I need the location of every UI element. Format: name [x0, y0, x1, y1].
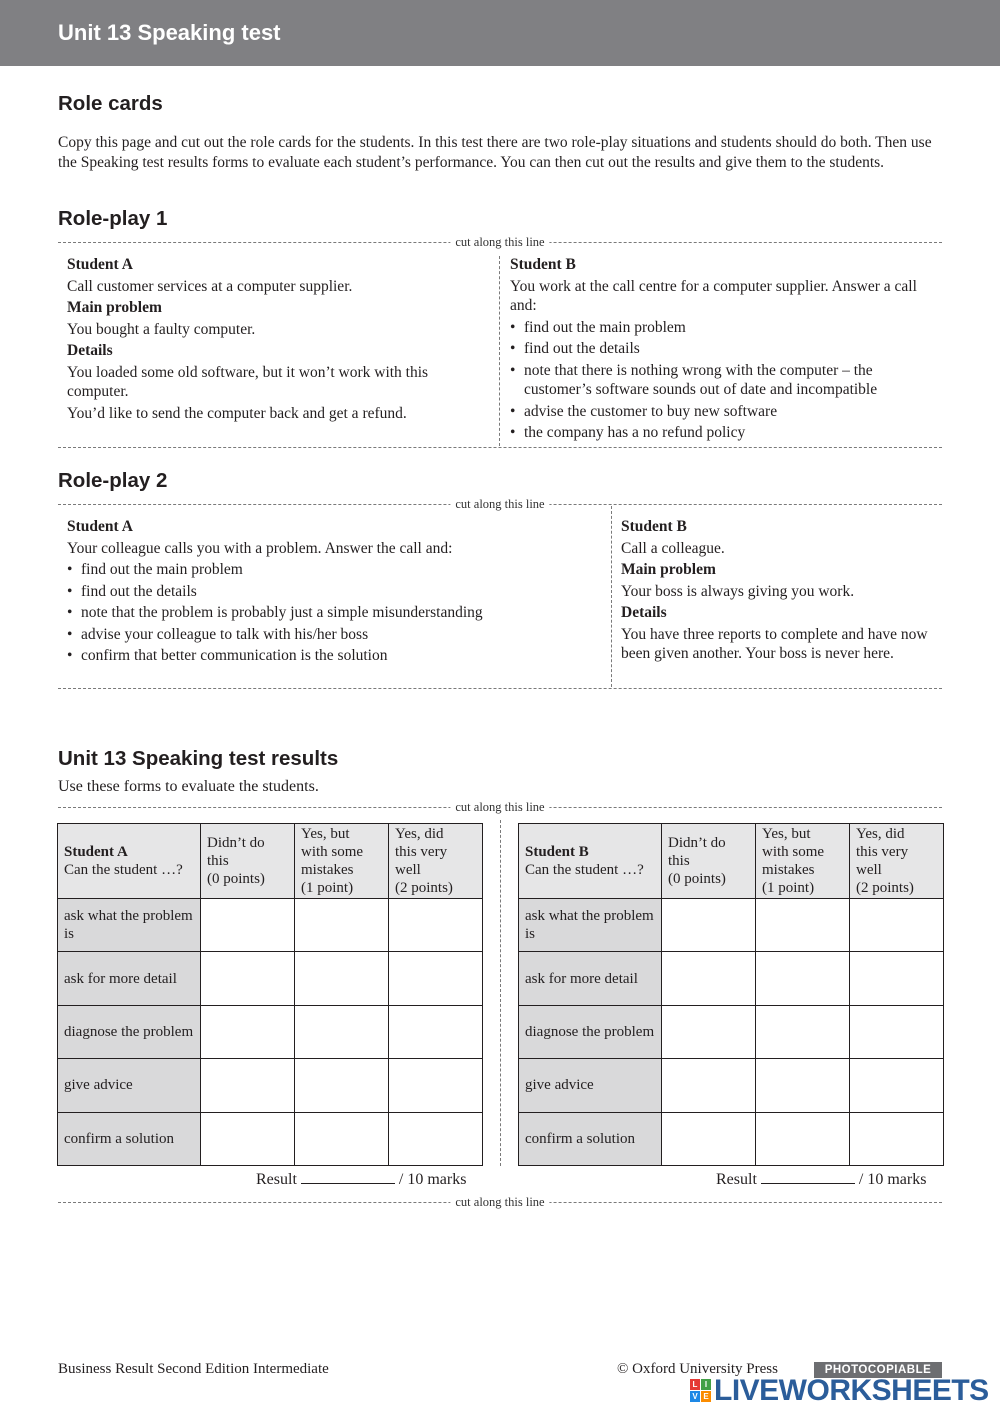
roleplay1-student-a-card [67, 255, 487, 425]
roleplay1-student-b-card [510, 255, 938, 445]
score-cell[interactable] [756, 1059, 850, 1112]
table-row [519, 1059, 944, 1112]
result-blank[interactable] [761, 1170, 855, 1184]
roleplay2-student-b-card [621, 517, 939, 666]
list-item: • advise the customer to buy new software [510, 402, 938, 422]
score-cell[interactable] [850, 899, 944, 952]
result-line-student-b [716, 1170, 926, 1189]
score-cell[interactable] [850, 1059, 944, 1112]
details-label: Details [67, 342, 113, 359]
score-cell[interactable] [295, 899, 389, 952]
table-row [519, 952, 944, 1005]
liveworksheets-wordmark: LIVEWORKSHEETS [714, 1374, 989, 1407]
score-cell[interactable] [662, 952, 756, 1005]
criterion-cell: give advice [58, 1059, 201, 1112]
result-label: Result [256, 1171, 297, 1188]
score-cell[interactable] [201, 899, 295, 952]
score-cell[interactable] [201, 952, 295, 1005]
results-table-student-a [57, 823, 483, 1166]
score-cell[interactable] [201, 1059, 295, 1112]
list-item: • find out the details [510, 339, 938, 359]
table-row [58, 1005, 483, 1058]
roleplay1-heading: Role-play 1 [58, 207, 168, 230]
column-header-1-point: Yes, but with some mistakes (1 point) [295, 824, 389, 899]
card-divider [499, 256, 500, 446]
cut-line-bottom [58, 447, 942, 448]
table-row [58, 899, 483, 952]
main-problem-text: You bought a faulty computer. [67, 320, 256, 338]
intro-paragraph: Copy this page and cut out the role cards for the students. In this test there are two role-play situations and students should do both. Then use the Speaking test results forms to evaluate each student’s performance. You can then cut out the results and give them to the students. [58, 134, 932, 171]
page-title: Unit 13 Speaking test [58, 20, 281, 45]
role-cards-heading: Role cards [58, 92, 163, 115]
photocopiable-badge: PHOTOCOPIABLE [814, 1362, 942, 1378]
score-cell[interactable] [662, 1112, 756, 1165]
score-cell[interactable] [295, 1112, 389, 1165]
criterion-cell: ask what the problem is [58, 899, 201, 952]
liveworksheets-icon: L I V E [690, 1379, 712, 1403]
score-cell[interactable] [201, 1112, 295, 1165]
list-item: • find out the main problem [67, 560, 607, 580]
card-intro: Call a colleague. [621, 539, 725, 557]
student-label: Student B [525, 844, 589, 860]
list-item: • find out the main problem [510, 318, 938, 338]
list-item: • find out the details [67, 582, 607, 602]
details-text: You’d like to send the computer back and get a refund. [67, 404, 407, 422]
result-line-student-a [256, 1170, 466, 1189]
marks-label: / 10 marks [398, 1171, 467, 1188]
page-header [0, 0, 1000, 66]
table-row [58, 1059, 483, 1112]
score-cell[interactable] [389, 952, 483, 1005]
cut-line [58, 498, 942, 510]
criterion-cell: diagnose the problem [58, 1005, 201, 1058]
main-problem-text: Your boss is always giving you work. [621, 582, 855, 600]
list-item: • the company has a no refund policy [510, 423, 938, 443]
score-cell[interactable] [201, 1005, 295, 1058]
details-label: Details [621, 604, 667, 621]
criterion-cell: confirm a solution [519, 1112, 662, 1165]
score-cell[interactable] [662, 899, 756, 952]
criterion-cell: confirm a solution [58, 1112, 201, 1165]
main-problem-label: Main problem [67, 299, 162, 316]
score-cell[interactable] [389, 1112, 483, 1165]
main-problem-label: Main problem [621, 561, 716, 578]
table-row [519, 1112, 944, 1165]
score-cell[interactable] [662, 1059, 756, 1112]
table-row [519, 899, 944, 952]
results-heading: Unit 13 Speaking test results [58, 747, 339, 770]
score-cell[interactable] [850, 1005, 944, 1058]
score-cell[interactable] [756, 899, 850, 952]
cut-line [58, 236, 942, 248]
student-label: Student A [64, 844, 128, 860]
column-header-0-points: Didn’t do this (0 points) [201, 824, 295, 899]
cut-line [58, 1196, 942, 1208]
card-title: Student B [621, 518, 687, 535]
details-text: You loaded some old software, but it won’t work with this computer. [67, 363, 429, 400]
footer-publisher: © Oxford University Press [617, 1361, 778, 1377]
results-table-student-b [518, 823, 944, 1166]
list-item: • advise your colleague to talk with his/her boss [67, 625, 607, 645]
score-cell[interactable] [295, 1005, 389, 1058]
score-cell[interactable] [295, 952, 389, 1005]
score-cell[interactable] [389, 899, 483, 952]
result-blank[interactable] [301, 1170, 395, 1184]
column-header-0-points: Didn’t do this (0 points) [662, 824, 756, 899]
question-label: Can the student …? [64, 862, 183, 878]
table-row [58, 952, 483, 1005]
task-list [510, 318, 938, 443]
column-header-2-points: Yes, did this very well (2 points) [389, 824, 483, 899]
table-header-student [519, 824, 662, 899]
score-cell[interactable] [850, 1112, 944, 1165]
cut-line-label: cut along this line [450, 800, 549, 815]
cut-line-label: cut along this line [450, 235, 549, 250]
score-cell[interactable] [756, 1112, 850, 1165]
table-divider [500, 820, 501, 1166]
results-subheading: Use these forms to evaluate the students. [58, 778, 319, 795]
cut-line-bottom [58, 688, 942, 689]
card-divider [611, 506, 612, 687]
card-title: Student A [67, 518, 133, 535]
score-cell[interactable] [756, 1005, 850, 1058]
score-cell[interactable] [295, 1059, 389, 1112]
marks-label: / 10 marks [858, 1171, 927, 1188]
list-item: • confirm that better communication is the solution [67, 646, 607, 666]
roleplay2-student-a-card [67, 517, 607, 668]
task-list [67, 560, 607, 666]
table-header-student [58, 824, 201, 899]
card-intro: Your colleague calls you with a problem. Answer the call and: [67, 539, 453, 557]
result-label: Result [716, 1171, 757, 1188]
column-header-1-point: Yes, but with some mistakes (1 point) [756, 824, 850, 899]
cut-line-label: cut along this line [450, 1195, 549, 1210]
list-item: • note that the problem is probably just a simple misunderstanding [67, 603, 607, 623]
cut-line-label: cut along this line [450, 497, 549, 512]
card-intro: Call customer services at a computer supplier. [67, 277, 353, 295]
score-cell[interactable] [850, 952, 944, 1005]
criterion-cell: ask for more detail [519, 952, 662, 1005]
score-cell[interactable] [389, 1005, 483, 1058]
score-cell[interactable] [756, 952, 850, 1005]
card-intro: You work at the call centre for a computer supplier. Answer a call and: [510, 277, 917, 314]
score-cell[interactable] [662, 1005, 756, 1058]
criterion-cell: ask what the problem is [519, 899, 662, 952]
card-title: Student A [67, 256, 133, 273]
footer-book-title: Business Result Second Edition Intermediate [58, 1361, 329, 1377]
criterion-cell: give advice [519, 1059, 662, 1112]
cut-line [58, 801, 942, 813]
column-header-2-points: Yes, did this very well (2 points) [850, 824, 944, 899]
score-cell[interactable] [389, 1059, 483, 1112]
details-text: You have three reports to complete and have now been given another. Your boss is never here. [621, 625, 928, 662]
card-title: Student B [510, 256, 576, 273]
criterion-cell: ask for more detail [58, 952, 201, 1005]
question-label: Can the student …? [525, 862, 644, 878]
criterion-cell: diagnose the problem [519, 1005, 662, 1058]
table-row [58, 1112, 483, 1165]
table-row [519, 1005, 944, 1058]
list-item: • note that there is nothing wrong with the computer – the customer’s software sounds out of date and incompatible [510, 361, 938, 400]
roleplay2-heading: Role-play 2 [58, 469, 168, 492]
